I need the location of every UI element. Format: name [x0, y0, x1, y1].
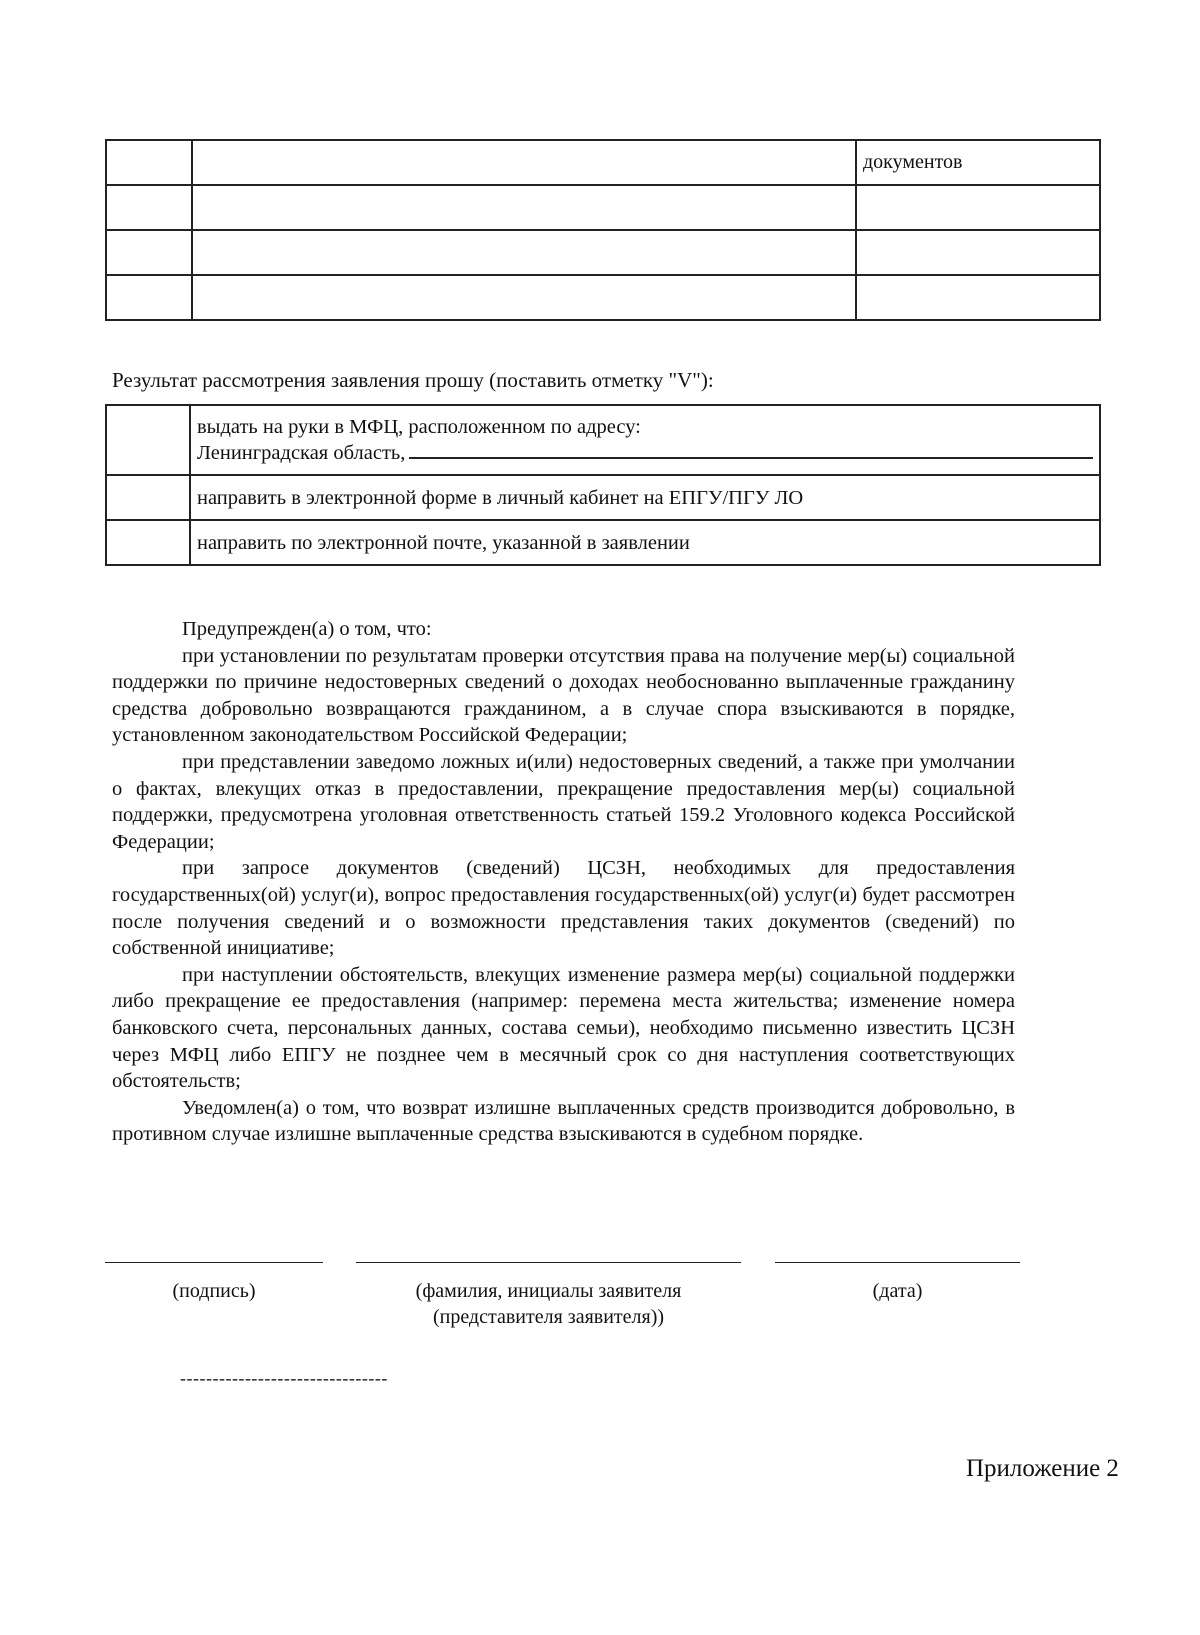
address-line — [197, 439, 1093, 465]
document-name-cell — [192, 275, 856, 320]
row-number-cell — [106, 275, 192, 320]
table-row — [106, 140, 1100, 185]
documents-table — [105, 139, 1101, 321]
address-region: Ленинградская область, — [197, 442, 406, 464]
name-caption — [356, 1278, 741, 1330]
dashed-separator: -------------------------------- — [180, 1368, 388, 1388]
epgu-option-text: направить в электронной форме в личный кабинет на ЕПГУ/ПГУ ЛО — [190, 475, 1100, 520]
result-option-epgu — [106, 475, 1100, 520]
address-blank-field[interactable] — [409, 439, 1093, 459]
name-line[interactable] — [356, 1262, 741, 1263]
result-method-label: Результат рассмотрения заявления прошу (поставить отметку "V"): — [112, 368, 714, 392]
result-options-table — [105, 404, 1101, 566]
table-row — [106, 185, 1100, 230]
warning-item: при установлении по результатам проверки отсутствия права на получение мер(ы) социальной поддержки по причине недостоверных сведений о доходах необоснованно выплаченные гражданину средства добровольно возвращаются гражданином, а в случае спора взыскиваются в порядке, установленном законодательством Российской Федерации; — [112, 644, 1015, 747]
email-option-text: направить по электронной почте, указанной в заявлении — [190, 520, 1100, 565]
document-name-cell — [192, 140, 856, 185]
notice-paragraph: Уведомлен(а) о том, что возврат излишне выплаченных средств производится добровольно, в противном случае излишне выплаченные средства взыскиваются в судебном порядке. — [112, 1096, 1015, 1146]
appendix-title: Приложение 2 — [966, 1455, 1119, 1482]
row-number-cell — [106, 140, 192, 185]
document-name-cell — [192, 230, 856, 275]
signature-caption: (подпись) — [172, 1280, 256, 1302]
table-row — [106, 230, 1100, 275]
document-count-cell: документов — [856, 140, 1100, 185]
warnings-intro: Предупрежден(а) о том, что: — [182, 618, 432, 640]
date-caption: (дата) — [872, 1280, 923, 1302]
row-number-cell — [106, 230, 192, 275]
warning-item: при представлении заведомо ложных и(или) недостоверных сведений, а также при умолчании о фактах, влекущих отказ в предоставлении, прекращение предоставления мер(ы) социальной поддержки, предусмотрена уголовная ответственность статьей 159.2 Уголовного кодекса Российской Федерации; — [112, 750, 1015, 853]
date-line[interactable] — [775, 1262, 1020, 1263]
document-count-cell — [856, 185, 1100, 230]
document-name-cell — [192, 185, 856, 230]
mfc-option-line1: выдать на руки в МФЦ, расположенном по адресу: — [197, 416, 641, 438]
warnings-block — [112, 616, 1015, 1148]
name-caption-line2: (представителя заявителя)) — [432, 1306, 665, 1328]
document-count-cell — [856, 230, 1100, 275]
mfc-option-text — [190, 405, 1100, 475]
name-caption-line1: (фамилия, инициалы заявителя — [415, 1280, 682, 1302]
table-row — [106, 275, 1100, 320]
signature-line[interactable] — [105, 1262, 323, 1263]
document-count-cell — [856, 275, 1100, 320]
email-checkbox-cell[interactable] — [106, 520, 190, 565]
result-option-mfc — [106, 405, 1100, 475]
warning-item: при запросе документов (сведений) ЦСЗН, необходимых для предоставления государственных(ой) услуг(и), вопрос предоставления государственных(ой) услуг(и) будет рассмотрен после получения сведений и о возможности представления таких документов (сведений) по собственной инициативе; — [112, 857, 1015, 960]
epgu-checkbox-cell[interactable] — [106, 475, 190, 520]
row-number-cell — [106, 185, 192, 230]
warning-item: при наступлении обстоятельств, влекущих изменение размера мер(ы) социальной поддержки либо прекращение ее предоставления (например: перемена места жительства; изменение номера банковского счета, персональных данных, состава семьи), необходимо письменно известить ЦСЗН через МФЦ либо ЕПГУ не позднее чем в месячный срок со дня наступления соответствующих обстоятельств; — [112, 963, 1015, 1093]
result-option-email — [106, 520, 1100, 565]
mfc-checkbox-cell[interactable] — [106, 405, 190, 475]
